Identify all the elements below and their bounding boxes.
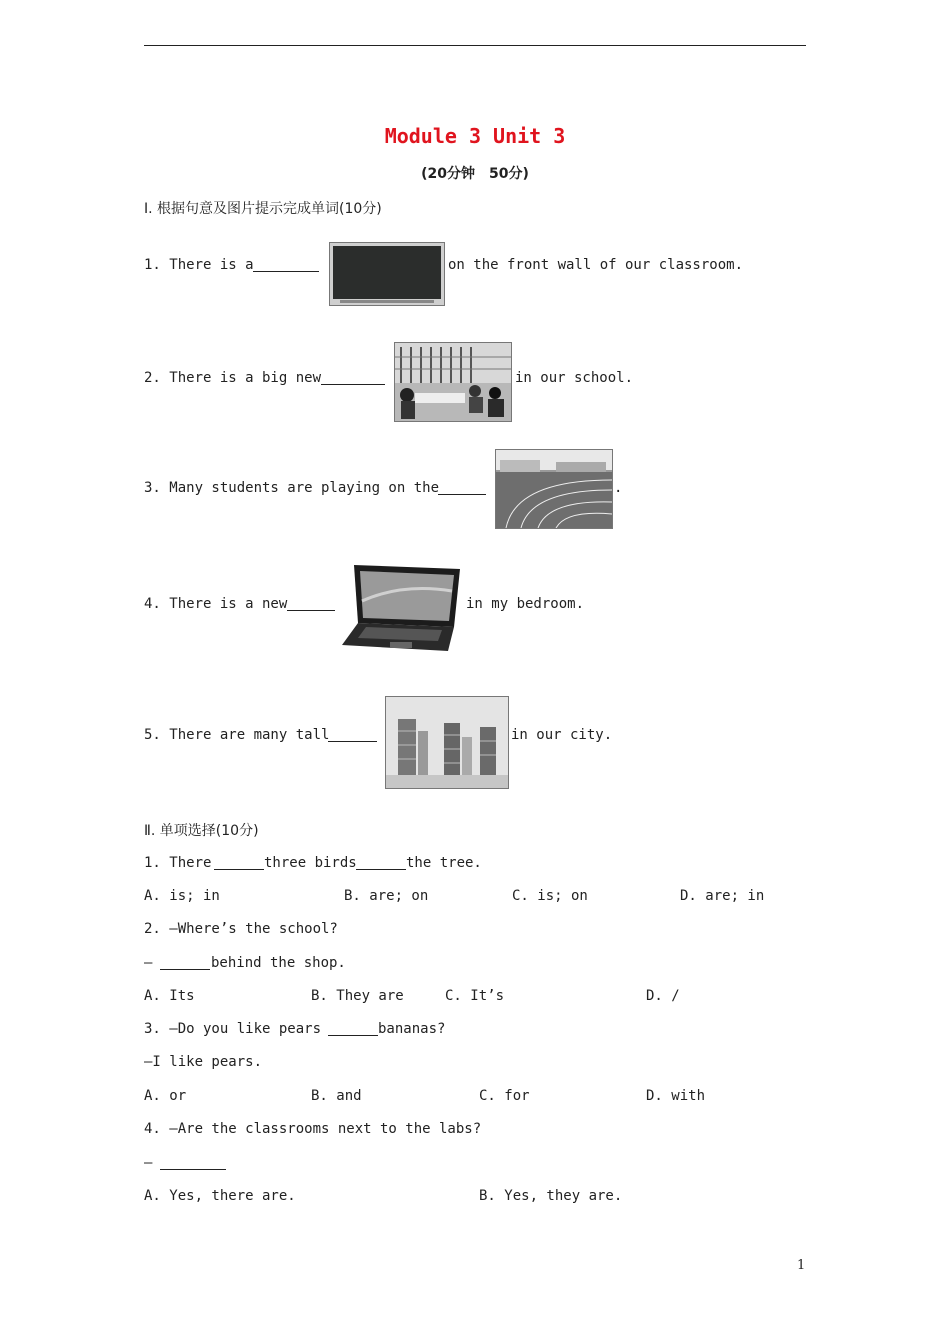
q2-option-b[interactable]: B. They are bbox=[311, 988, 404, 1004]
q3-option-c[interactable]: C. for bbox=[479, 1088, 530, 1104]
q1-stem-middle: three birds bbox=[264, 855, 357, 871]
q3-option-d[interactable]: D. with bbox=[646, 1088, 706, 1104]
q1-stem-end: the tree. bbox=[406, 855, 482, 871]
item-4-after: in my bedroom. bbox=[466, 596, 585, 612]
item-2-before: 2. There is a big new bbox=[144, 370, 322, 386]
q3-stem-start: 3. —Do you like pears bbox=[144, 1021, 322, 1037]
library-image bbox=[394, 342, 512, 422]
q1-option-a[interactable]: A. is; in bbox=[144, 888, 220, 904]
item-5-before: 5. There are many tall bbox=[144, 727, 330, 743]
item-5-blank[interactable] bbox=[328, 727, 377, 742]
q1-stem-start: 1. There bbox=[144, 855, 212, 871]
q2-dash: — bbox=[144, 955, 153, 971]
q4-option-b[interactable]: B. Yes, they are. bbox=[479, 1188, 623, 1204]
q3-option-a[interactable]: A. or bbox=[144, 1088, 187, 1104]
q4-dash: — bbox=[144, 1155, 153, 1171]
header-rule bbox=[144, 45, 806, 46]
page-subtitle: (20分钟 50分) bbox=[421, 166, 529, 182]
q3-reply: —I like pears. bbox=[144, 1054, 263, 1070]
q2-blank[interactable] bbox=[160, 955, 210, 970]
item-3-before: 3. Many students are playing on the bbox=[144, 480, 440, 496]
q1-blank-1[interactable] bbox=[214, 855, 264, 870]
blackboard-image bbox=[329, 242, 445, 306]
q2-stem: 2. —Where’s the school? bbox=[144, 921, 338, 937]
page-number: 1 bbox=[797, 1258, 806, 1273]
q4-blank[interactable] bbox=[160, 1155, 226, 1170]
q3-blank[interactable] bbox=[328, 1021, 378, 1036]
q1-option-d[interactable]: D. are; in bbox=[680, 888, 765, 904]
q4-stem: 4. —Are the classrooms next to the labs? bbox=[144, 1121, 482, 1137]
item-1-after: on the front wall of our classroom. bbox=[448, 257, 744, 273]
item-4-before: 4. There is a new bbox=[144, 596, 288, 612]
q2-option-d[interactable]: D. / bbox=[646, 988, 680, 1004]
buildings-image bbox=[385, 696, 509, 789]
section1-heading: Ⅰ. 根据句意及图片提示完成单词(10分) bbox=[144, 201, 382, 217]
q3-stem-end: bananas? bbox=[378, 1021, 446, 1037]
item-5-after: in our city. bbox=[511, 727, 613, 743]
section2-heading: Ⅱ. 单项选择(10分) bbox=[144, 823, 259, 839]
page-title: Module 3 Unit 3 bbox=[384, 124, 566, 148]
q4-option-a[interactable]: A. Yes, there are. bbox=[144, 1188, 296, 1204]
item-2-blank[interactable] bbox=[321, 370, 385, 385]
q1-blank-2[interactable] bbox=[356, 855, 406, 870]
q1-option-c[interactable]: C. is; on bbox=[512, 888, 588, 904]
playground-image bbox=[495, 449, 613, 529]
q2-option-a[interactable]: A. Its bbox=[144, 988, 195, 1004]
q2-option-c[interactable]: C. It’s bbox=[445, 988, 505, 1004]
q1-option-b[interactable]: B. are; on bbox=[344, 888, 429, 904]
item-1-blank[interactable] bbox=[253, 257, 319, 272]
item-4-blank[interactable] bbox=[287, 596, 335, 611]
laptop-image bbox=[342, 561, 462, 659]
q3-option-b[interactable]: B. and bbox=[311, 1088, 362, 1104]
q2-answer-after: behind the shop. bbox=[211, 955, 346, 971]
item-1-before: 1. There is a bbox=[144, 257, 254, 273]
item-3-blank[interactable] bbox=[438, 480, 486, 495]
item-3-after: . bbox=[614, 480, 623, 496]
item-2-after: in our school. bbox=[515, 370, 634, 386]
